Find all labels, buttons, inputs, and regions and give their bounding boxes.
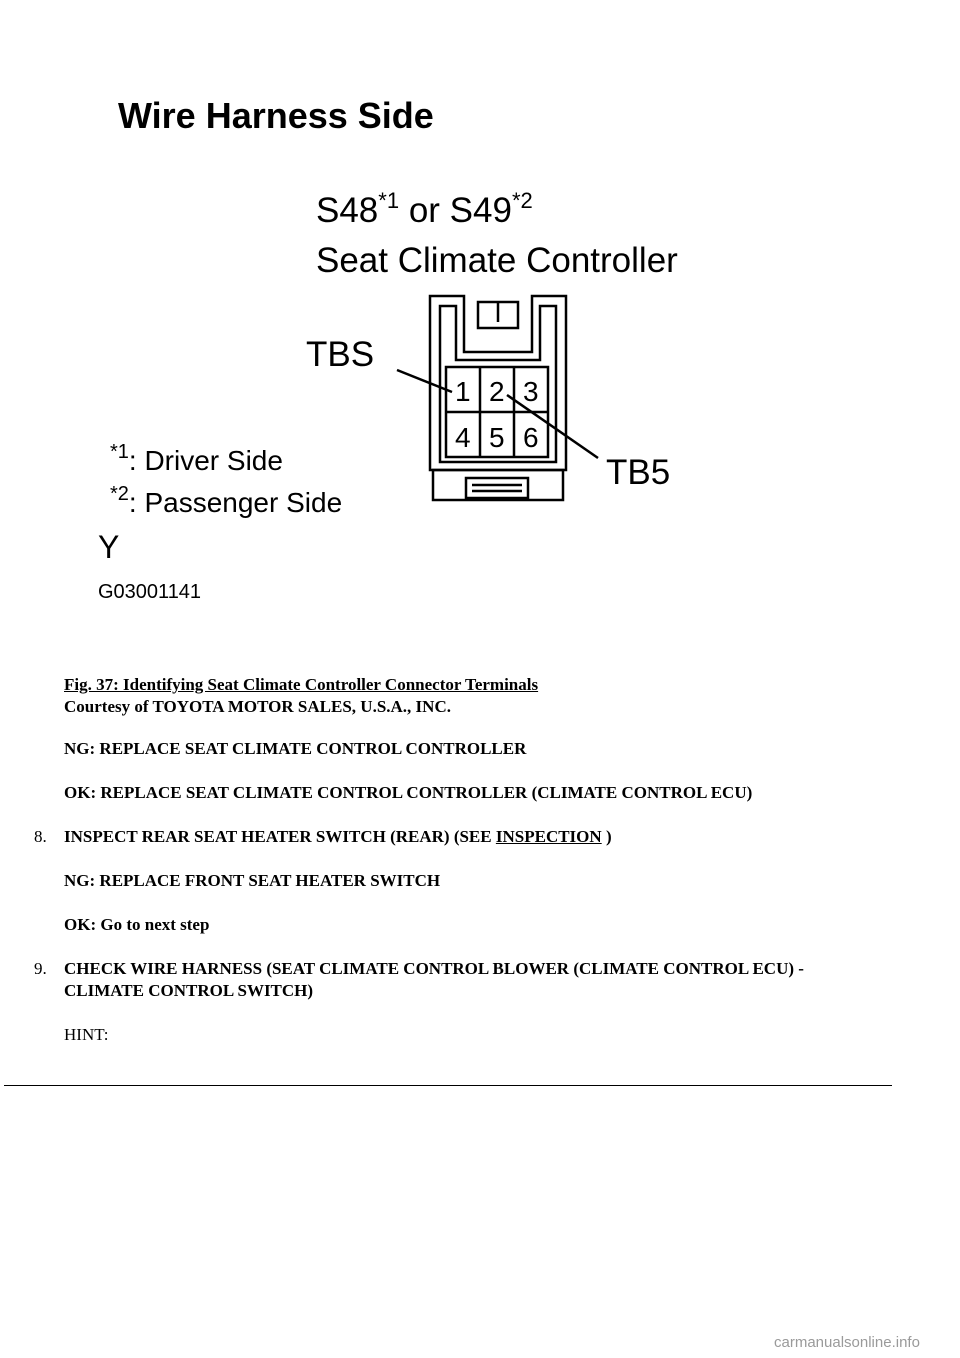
step-8-number: 8. (34, 827, 47, 846)
figure-caption (64, 674, 538, 718)
step-8-text (64, 826, 884, 848)
pin-4: 4 (455, 422, 471, 453)
connector-name: Seat Climate Controller (316, 241, 678, 280)
step8-ok-result: OK: Go to next step (64, 915, 210, 934)
pin-2: 2 (489, 376, 505, 407)
step8-ng-result: NG: REPLACE FRONT SEAT HEATER SWITCH (64, 871, 441, 890)
note-driver-side: $^{*1}$: Driver Side (110, 441, 283, 476)
step-8-text-before: INSPECT REAR SEAT HEATER SWITCH (REAR) (SEE (64, 827, 496, 846)
pin-6: 6 (523, 422, 539, 453)
figure-courtesy: Courtesy of TOYOTA MOTOR SALES, U.S.A., INC. (64, 697, 451, 716)
step7-ok-result: OK: REPLACE SEAT CLIMATE CONTROL CONTROLLER (CLIMATE CONTROL ECU) (64, 783, 753, 802)
wire-color-code: Y (98, 529, 120, 565)
connector-or: or (408, 191, 440, 230)
figure-caption-link[interactable]: Fig. 37: Identifying Seat Climate Controller Connector Terminals (64, 675, 539, 694)
leader-line-right (507, 395, 598, 458)
step9-hint: HINT: (64, 1025, 109, 1044)
leader-line-left (397, 370, 452, 392)
note-mark-2-sup: *2 (511, 188, 533, 213)
note-mark-1: *1 (110, 441, 129, 463)
note-passenger-side: $^{*2}$: Passenger Side (110, 483, 343, 518)
pin-1: 1 (455, 376, 471, 407)
diagram-title: Wire Harness Side (118, 95, 434, 136)
connector-code-a: S48 (316, 191, 379, 230)
figure-id: G03001141 (98, 581, 202, 603)
step-8-text-after: ) (601, 827, 612, 846)
label-tb5: TB5 (606, 453, 671, 492)
note-mark-2: *2 (110, 483, 129, 505)
inspection-link[interactable]: INSPECTION (495, 827, 602, 846)
label-tbs: TBS (306, 335, 375, 374)
connector-diagram (0, 0, 960, 640)
page-divider (4, 1085, 892, 1086)
step-9-number: 9. (34, 959, 47, 978)
connector-code-line (316, 188, 533, 230)
note-mark-1-sup: *1 (378, 188, 400, 213)
pin-5: 5 (489, 422, 505, 453)
connector-code-b: S49 (449, 191, 512, 230)
step7-ng-result: NG: REPLACE SEAT CLIMATE CONTROL CONTROLLER (64, 739, 527, 758)
watermark: carmanualsonline.info (774, 1334, 920, 1351)
step-9-text: CHECK WIRE HARNESS (SEAT CLIMATE CONTROL BLOWER (CLIMATE CONTROL ECU) - CLIMATE CONTROL SWITCH) (64, 959, 804, 1000)
pin-3: 3 (523, 376, 539, 407)
